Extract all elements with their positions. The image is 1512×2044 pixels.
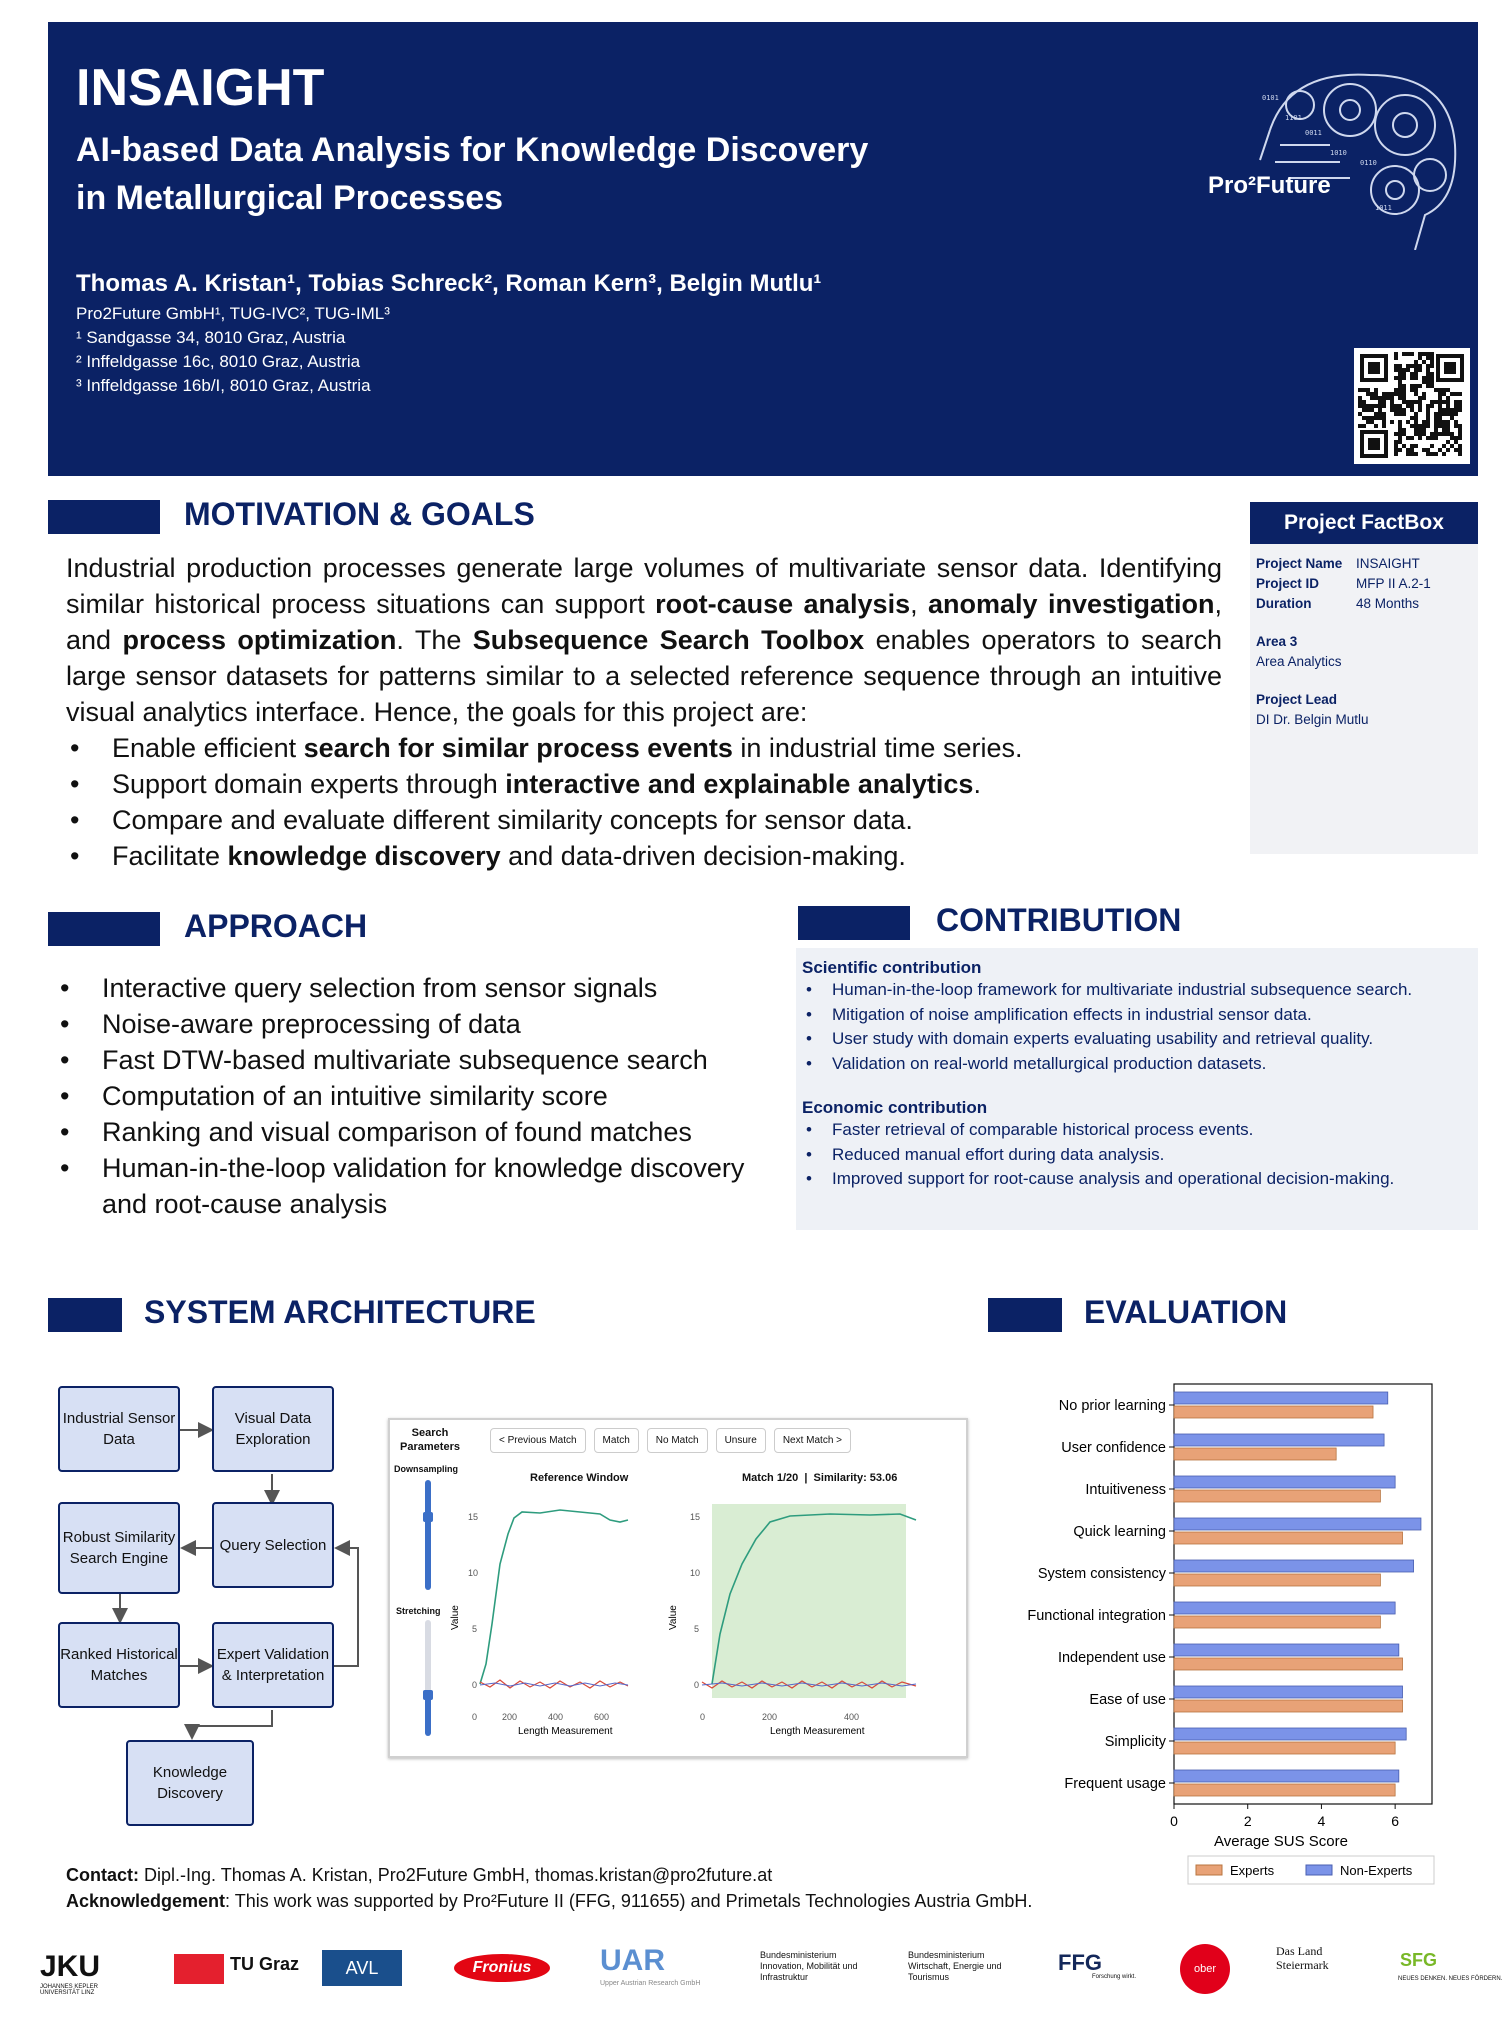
bar-non-experts bbox=[1174, 1644, 1399, 1656]
ref-xtick: 0 bbox=[472, 1712, 478, 1722]
approach-item: • Fast DTW-based multivariate subsequence search bbox=[56, 1042, 756, 1078]
economic-item: • Improved support for root-cause analysis and operational decision-making. bbox=[802, 1167, 1474, 1192]
downsampling-slider[interactable] bbox=[425, 1480, 431, 1590]
x-tick-label: 6 bbox=[1391, 1813, 1400, 1829]
match-ytick: 15 bbox=[690, 1512, 701, 1522]
bar-experts bbox=[1174, 1658, 1403, 1670]
contribution-box bbox=[796, 948, 1478, 1230]
ref-ytick: 15 bbox=[468, 1512, 479, 1522]
bar-non-experts bbox=[1174, 1518, 1421, 1530]
y-tick-label: Independent use bbox=[1057, 1650, 1166, 1666]
factbox-title: Project FactBox bbox=[1250, 502, 1478, 544]
reference-window-title: Reference Window bbox=[530, 1472, 629, 1484]
previous-match-button[interactable]: < Previous Match bbox=[490, 1428, 586, 1453]
box-industrial-sensor-data: Industrial Sensor Data bbox=[58, 1386, 180, 1472]
y-tick-label: Ease of use bbox=[1089, 1692, 1166, 1708]
contribution-bar bbox=[798, 906, 910, 940]
y-tick-label: Functional integration bbox=[1027, 1608, 1166, 1624]
approach-item: • Noise-aware preprocessing of data bbox=[56, 1006, 756, 1042]
bar-non-experts bbox=[1174, 1392, 1388, 1404]
economic-list bbox=[802, 1118, 1474, 1192]
approach-item: • Ranking and visual comparison of found matches bbox=[56, 1114, 756, 1150]
match-xlabel: Length Measurement bbox=[770, 1726, 865, 1737]
x-tick-label: 0 bbox=[1170, 1813, 1178, 1829]
authors: Thomas A. Kristan¹, Tobias Schreck², Roman Kern³, Belgin Mutlu¹ bbox=[76, 270, 822, 297]
factbox-id-value: MFP II A.2-1 bbox=[1356, 576, 1431, 591]
x-axis-label: Average SUS Score bbox=[1214, 1833, 1348, 1850]
goal-item: • Support domain experts through interactive and explainable analytics. bbox=[66, 766, 1222, 802]
approach-item: • Computation of an intuitive similarity score bbox=[56, 1078, 756, 1114]
factbox-duration-label: Duration bbox=[1256, 596, 1312, 611]
legend-label-non-experts: Non-Experts bbox=[1340, 1863, 1413, 1878]
ref-ytick: 5 bbox=[472, 1624, 478, 1634]
svg-text:0011: 0011 bbox=[1305, 129, 1322, 137]
goal-item: • Facilitate knowledge discovery and data-driven decision-making. bbox=[66, 838, 1222, 874]
pro2future-brain-logo bbox=[1200, 50, 1470, 250]
scientific-list bbox=[802, 978, 1474, 1076]
svg-text:1101: 1101 bbox=[1285, 114, 1302, 122]
pro2future-brand: Pro²Future bbox=[1208, 172, 1331, 199]
factbox-id-label: Project ID bbox=[1256, 576, 1320, 591]
contact-block bbox=[66, 1862, 1032, 1914]
next-match-button[interactable]: Next Match > bbox=[774, 1428, 851, 1453]
address-1: ¹ Sandgasse 34, 8010 Graz, Austria bbox=[76, 328, 346, 347]
factbox-area-value: Area Analytics bbox=[1256, 654, 1342, 669]
economic-heading: Economic contribution bbox=[802, 1098, 988, 1117]
bar-experts bbox=[1174, 1532, 1403, 1544]
match-ytick: 10 bbox=[690, 1568, 701, 1578]
box-expert-validation: Expert Validation & Interpretation bbox=[212, 1622, 334, 1708]
goal-item: • Enable efficient search for similar process events in industrial time series. bbox=[66, 730, 1222, 766]
oberoesterreich-logo: ober österreich bbox=[1180, 1944, 1230, 1994]
factbox-area-label: Area 3 bbox=[1256, 634, 1298, 649]
factbox-lead-label: Project Lead bbox=[1256, 692, 1338, 707]
sfg-logo-sub: NEUES DENKEN. NEUES FÖRDERN. bbox=[1398, 1976, 1503, 1982]
project-factbox bbox=[1250, 502, 1478, 854]
downsampling-label: Downsampling bbox=[394, 1464, 459, 1474]
y-tick-label: Quick learning bbox=[1073, 1524, 1166, 1540]
steiermark-logo: Das Land Steiermark bbox=[1276, 1944, 1329, 1972]
evaluation-bar bbox=[988, 1298, 1062, 1332]
svg-text:1010: 1010 bbox=[1330, 149, 1347, 157]
approach-bar bbox=[48, 912, 160, 946]
x-tick-label: 4 bbox=[1317, 1813, 1326, 1829]
box-knowledge-discovery: Knowledge Discovery bbox=[126, 1740, 254, 1826]
jku-logo-sub: JOHANNES KEPLER UNIVERSITÄT LINZ bbox=[40, 1984, 99, 1996]
box-robust-similarity-search-engine: Robust Similarity Search Engine bbox=[58, 1502, 180, 1594]
bar-experts bbox=[1174, 1574, 1380, 1586]
qr-code[interactable] bbox=[1354, 348, 1470, 464]
motivation-text: Industrial production processes generate large volumes of multivariate sensor data. Identifying similar historical process situations can support root-cause analysis, anomaly investigation, and process optimization. The Subsequence Search Toolbox enables operators to search large sensor datasets for patterns similar to a selected reference sequence through an intuitive visual analytics interface. Hence, the goals for this project are: • Enable efficient search for similar process events in industrial time series. • Support domain experts through interactive and explainable analytics. • Compare and evaluate different similarity concepts for sensor data. • Facilitate knowledge discovery and data-driven decision-making. bbox=[66, 550, 1222, 874]
no-match-button[interactable]: No Match bbox=[647, 1428, 708, 1453]
economic-item: • Faster retrieval of comparable historical process events. bbox=[802, 1118, 1474, 1143]
bar-experts bbox=[1174, 1616, 1380, 1628]
toolbox-screenshot bbox=[388, 1418, 968, 1758]
goal-item: • Compare and evaluate different similarity concepts for sensor data. bbox=[66, 802, 1222, 838]
approach-title: APPROACH bbox=[184, 908, 368, 944]
uar-logo-sub: Upper Austrian Research GmbH bbox=[600, 1980, 701, 1987]
match-buttons bbox=[490, 1428, 851, 1453]
sfg-logo: SFG bbox=[1400, 1950, 1438, 1970]
ref-xtick: 200 bbox=[502, 1712, 518, 1722]
unsure-button[interactable]: Unsure bbox=[716, 1428, 766, 1453]
approach-item: • Interactive query selection from sensor signals bbox=[56, 970, 756, 1006]
ref-xtick: 400 bbox=[548, 1712, 564, 1722]
y-tick-label: Frequent usage bbox=[1064, 1776, 1166, 1792]
bar-non-experts bbox=[1174, 1770, 1399, 1782]
bar-experts bbox=[1174, 1406, 1373, 1418]
bar-experts bbox=[1174, 1784, 1395, 1796]
stretching-label: Stretching bbox=[396, 1606, 441, 1616]
svg-text:0101: 0101 bbox=[1262, 94, 1279, 102]
legend-swatch-experts bbox=[1196, 1865, 1222, 1875]
factbox-name-value: INSAIGHT bbox=[1356, 556, 1420, 571]
poster-subtitle bbox=[76, 126, 976, 222]
economic-item: • Reduced manual effort during data analysis. bbox=[802, 1143, 1474, 1168]
box-ranked-historical-matches: Ranked Historical Matches bbox=[58, 1622, 180, 1708]
affiliations: Pro2Future GmbH¹, TUG-IVC², TUG-IML³ bbox=[76, 304, 390, 323]
scientific-item: • Human-in-the-loop framework for multivariate industrial subsequence search. bbox=[802, 978, 1474, 1003]
address-2: ² Inffeldgasse 16c, 8010 Graz, Austria bbox=[76, 352, 361, 371]
poster-title: INSAIGHT bbox=[76, 59, 325, 117]
legend-swatch-non-experts bbox=[1306, 1865, 1332, 1875]
match-xtick: 0 bbox=[700, 1712, 706, 1722]
ref-xtick: 600 bbox=[594, 1712, 610, 1722]
ref-xlabel: Length Measurement bbox=[518, 1726, 613, 1737]
contact-line: Contact: Dipl.-Ing. Thomas A. Kristan, Pro2Future GmbH, thomas.kristan@pro2future.at bbox=[66, 1865, 773, 1885]
y-tick-label: Simplicity bbox=[1104, 1734, 1166, 1750]
ref-ytick: 10 bbox=[468, 1568, 479, 1578]
bmimi-logo: Bundesministerium Innovation, Mobilität und Infrastruktur bbox=[760, 1950, 858, 1982]
bar-non-experts bbox=[1174, 1434, 1384, 1446]
scientific-item: • User study with domain experts evaluating usability and retrieval quality. bbox=[802, 1027, 1474, 1052]
match-xtick: 400 bbox=[844, 1712, 860, 1722]
contribution-title: CONTRIBUTION bbox=[936, 902, 1182, 938]
scientific-heading: Scientific contribution bbox=[802, 958, 982, 977]
acknowledgement-line: Acknowledgement: This work was supported by Pro²Future II (FFG, 911655) and Primetals Technologies Austria GmbH. bbox=[66, 1891, 1033, 1911]
ref-ytick: 0 bbox=[472, 1680, 478, 1690]
match-ytick: 5 bbox=[694, 1624, 700, 1634]
match-xtick: 200 bbox=[762, 1712, 778, 1722]
y-tick-label: User confidence bbox=[1061, 1440, 1166, 1456]
ffg-logo-sub: Forschung wirkt. bbox=[1092, 1974, 1137, 1980]
match-title: Match 1/20 | Similarity: 53.06 bbox=[742, 1472, 898, 1484]
ref-ylabel: Value bbox=[450, 1605, 461, 1630]
address-3: ³ Inffeldgasse 16b/I, 8010 Graz, Austria bbox=[76, 376, 371, 395]
y-tick-label: Intuitiveness bbox=[1085, 1482, 1166, 1498]
factbox-lead-value: DI Dr. Belgin Mutlu bbox=[1256, 712, 1369, 727]
downsampling-slider-handle[interactable] bbox=[423, 1512, 433, 1522]
bar-non-experts bbox=[1174, 1686, 1403, 1698]
search-parameters-label: Search Parameters bbox=[400, 1427, 460, 1453]
evaluation-title: EVALUATION bbox=[1084, 1294, 1288, 1330]
bar-experts bbox=[1174, 1490, 1380, 1502]
scientific-item: • Mitigation of noise amplification effects in industrial sensor data. bbox=[802, 1003, 1474, 1028]
bar-experts bbox=[1174, 1742, 1395, 1754]
tu-graz-logo-mark bbox=[174, 1954, 224, 1984]
legend-label-experts: Experts bbox=[1230, 1863, 1275, 1878]
match-ytick: 0 bbox=[694, 1680, 700, 1690]
motivation-bar bbox=[48, 500, 160, 534]
svg-text:0110: 0110 bbox=[1360, 159, 1377, 167]
architecture-title: SYSTEM ARCHITECTURE bbox=[144, 1294, 536, 1330]
jku-logo: JKU bbox=[40, 1950, 101, 1983]
uar-logo: UAR bbox=[600, 1944, 665, 1977]
svg-text:1011: 1011 bbox=[1375, 204, 1392, 212]
subtitle-line-2: in Metallurgical Processes bbox=[76, 179, 504, 217]
factbox-duration-value: 48 Months bbox=[1356, 596, 1420, 611]
fronius-logo: Fronius bbox=[454, 1954, 550, 1982]
box-query-selection: Query Selection bbox=[212, 1502, 334, 1588]
plot-frame bbox=[1174, 1384, 1432, 1804]
bar-experts bbox=[1174, 1700, 1403, 1712]
x-tick-label: 2 bbox=[1243, 1813, 1252, 1829]
factbox-name-label: Project Name bbox=[1256, 556, 1343, 571]
y-tick-label: No prior learning bbox=[1058, 1398, 1166, 1414]
y-tick-label: System consistency bbox=[1037, 1566, 1166, 1582]
match-ylabel: Value bbox=[668, 1605, 679, 1630]
avl-logo: AVL bbox=[322, 1950, 402, 1986]
match-button[interactable]: Match bbox=[594, 1428, 639, 1453]
ffg-logo: FFG bbox=[1058, 1950, 1102, 1975]
approach-item: • Human-in-the-loop validation for knowledge discovery and root-cause analysis bbox=[56, 1150, 756, 1222]
sus-bar-chart bbox=[990, 1376, 1450, 1886]
bar-non-experts bbox=[1174, 1728, 1406, 1740]
architecture-bar bbox=[48, 1298, 122, 1332]
subtitle-line-1: AI-based Data Analysis for Knowledge Discovery bbox=[76, 131, 869, 169]
approach-list bbox=[56, 970, 756, 1222]
goals-list bbox=[66, 730, 1222, 874]
bar-experts bbox=[1174, 1448, 1336, 1460]
scientific-item: • Validation on real-world metallurgical production datasets. bbox=[802, 1052, 1474, 1077]
motivation-title: MOTIVATION & GOALS bbox=[184, 496, 535, 532]
bar-non-experts bbox=[1174, 1476, 1395, 1488]
toolbox-plots bbox=[450, 1484, 960, 1744]
bar-non-experts bbox=[1174, 1602, 1395, 1614]
box-visual-data-exploration: Visual Data Exploration bbox=[212, 1386, 334, 1472]
tu-graz-logo: TU Graz bbox=[230, 1954, 300, 1974]
bmwet-logo: Bundesministerium Wirtschaft, Energie und Tourismus bbox=[908, 1950, 1002, 1982]
bar-non-experts bbox=[1174, 1560, 1414, 1572]
stretching-slider-handle[interactable] bbox=[423, 1690, 433, 1700]
